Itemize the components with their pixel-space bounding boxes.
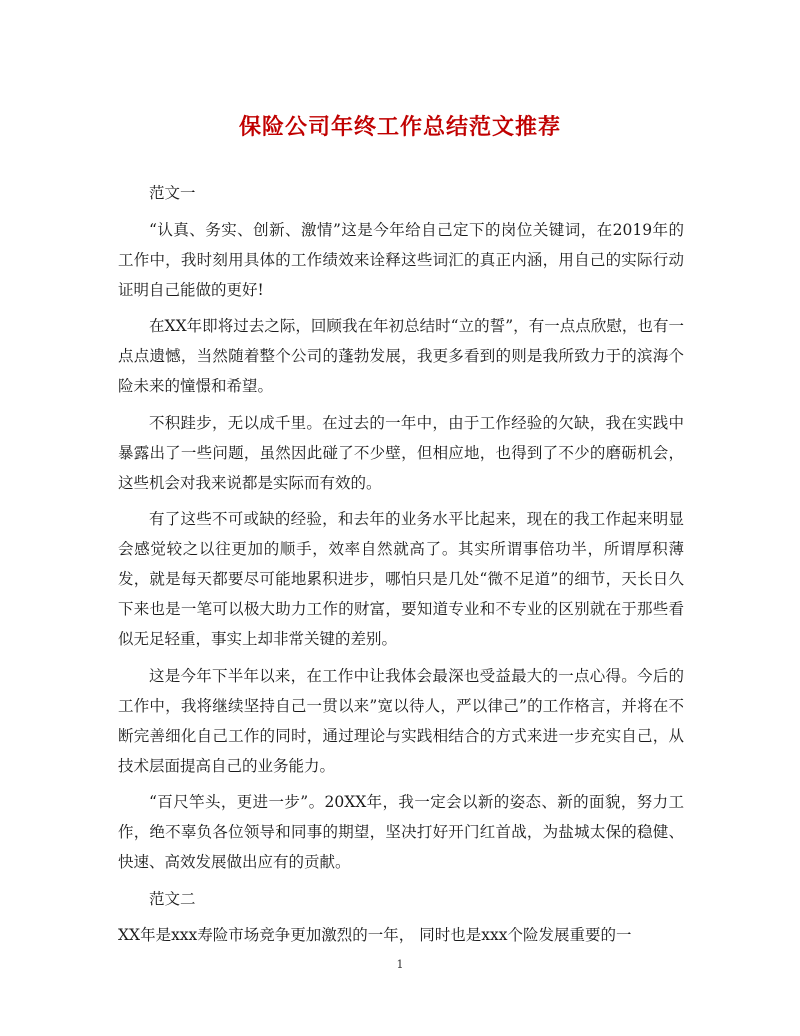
document-title: 保险公司年终工作总结范文推荐 xyxy=(238,114,561,140)
paragraph: 不积跬步，无以成千里。在过去的一年中，由于工作经验的欠缺，我在实践中暴露出了一些问题，虽然因此碰了不少壁，但相应地，也得到了不少的磨砺机会，这些机会对我来说都是实际而有效的。 xyxy=(118,413,684,492)
paragraph: 这是今年下半年以来，在工作中让我体会最深也受益最大的一点心得。今后的工作中，我将继续坚持自己一贯以来”宽以待人，严以律己”的工作格言，并将在不断完善细化自己工作的同时，通过理论与实践相结合的方式来进一步充实自己，从技术层面提高自己的业务能力。 xyxy=(118,666,684,775)
paragraph: “百尺竿头，更进一步”。20XX年，我一定会以新的姿态、新的面貌，努力工作，绝不辜负各位领导和同事的期望，坚决打好开门红首战，为盐城太保的稳健、快速、高效发展做出应有的贡献。 xyxy=(118,793,684,871)
section-heading-1: 范文一 xyxy=(149,184,196,202)
paragraph: 在XX年即将过去之际，回顾我在年初总结时“立的誓”，有一点点欣慰，也有一点点遗憾，当然随着整个公司的蓬勃发展，我更多看到的则是我所致力于的滨海个险未来的憧憬和希望。 xyxy=(118,317,684,395)
document-body xyxy=(118,178,684,957)
paragraph: “认真、务实、创新、激情”这是今年给自己定下的岗位关键词，在2019年的工作中，我时刻用具体的工作绩效来诠释这些词汇的真正内涵，用自己的实际行动证明自己能做的更好! xyxy=(118,220,684,299)
paragraph: XX年是xxx寿险市场竞争更加激烈的一年， 同时也是xxx个险发展重要的一 xyxy=(118,926,632,944)
page-number: 1 xyxy=(396,958,404,971)
paragraph: 有了这些不可或缺的经验，和去年的业务水平比起来，现在的我工作起来明显会感觉较之以往更加的顺手，效率自然就高了。其实所谓事倍功半，所谓厚积薄发，就是每天都要尽可能地累积进步，哪怕只是几处“微不足道”的细节，天长日久下来也是一笔可以极大助力工作的财富，要知道专业和不专业的区别就在于那些看似无足轻重，事实上却非常关键的差别。 xyxy=(118,510,684,648)
section-heading-2: 范文二 xyxy=(149,889,196,908)
